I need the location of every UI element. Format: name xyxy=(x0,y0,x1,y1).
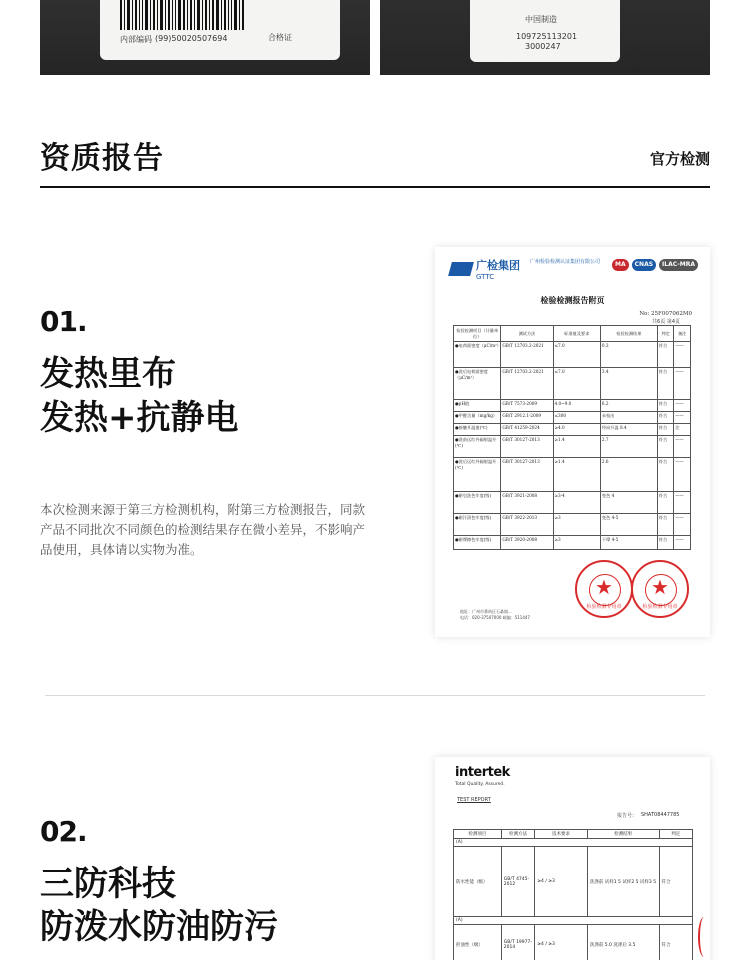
table-cell: ●洗前远红外辐射温升(℃) xyxy=(454,436,501,458)
table-cell: GB/T 3920-2008 xyxy=(501,536,553,550)
official-stamp-icon xyxy=(631,560,689,618)
cnas-badge: CNAS xyxy=(632,259,656,271)
table-cell: 符合 xyxy=(657,424,674,436)
gttc-header xyxy=(450,257,520,281)
hang-tag xyxy=(100,0,340,60)
report-number: No: 25F007062M0 xyxy=(639,311,692,317)
table-cell: GB/T 12703.2-2021 xyxy=(501,368,553,400)
table-cell: ≤300 xyxy=(553,412,600,424)
table-cell: ●洗后电荷面密度（μC/m²） xyxy=(454,368,501,400)
table-header: 技术要求 xyxy=(535,830,588,839)
intertek-logo: intertek xyxy=(455,765,510,780)
table-section-row xyxy=(454,839,693,847)
report-table xyxy=(453,325,691,550)
footer-line: 电话：020-37507000 邮编：511447 xyxy=(460,615,530,620)
table-cell: GB/T 30127-2013 xyxy=(501,458,553,492)
table-cell: ≥3-4 xyxy=(553,492,600,514)
table-cell: —— xyxy=(674,412,691,424)
cert-badges xyxy=(612,259,698,271)
section-title: 资质报告 xyxy=(40,141,164,176)
section-subtitle: 官方检测 xyxy=(649,150,710,168)
table-cell: 3.4 xyxy=(600,368,657,400)
table-cell: ≥3 xyxy=(553,514,600,536)
table-cell: ≥1.4 xyxy=(553,458,600,492)
origin-text: 中国制造 xyxy=(525,15,557,24)
section-rule xyxy=(40,186,710,188)
table-cell: ●电荷面密度（μC/m²） xyxy=(454,342,501,368)
table-cell: 符合 xyxy=(657,436,674,458)
table-row xyxy=(454,925,693,960)
tag-cert: 合格证 xyxy=(268,33,292,42)
table-cell: GB/T 41259-2024 xyxy=(501,424,553,436)
test-report-label: TEST REPORT xyxy=(457,797,491,803)
table-row xyxy=(454,368,691,400)
report-table xyxy=(453,829,693,960)
gttc-test-report xyxy=(435,247,710,637)
product-tag-photo-left xyxy=(40,0,370,75)
table-cell: ≥4 / ≥3 xyxy=(535,847,588,917)
table-cell: ≥1.4 xyxy=(553,436,600,458)
table-header: 判定 xyxy=(657,326,674,342)
table-row xyxy=(454,342,691,368)
block-heading-line2: 防泼水防油防污 xyxy=(40,907,278,947)
table-header: 检测项目 xyxy=(454,830,502,839)
report-number: SHAT08447785 xyxy=(641,812,680,818)
table-cell: 符合 xyxy=(657,342,674,368)
table-cell: 符合 xyxy=(657,536,674,550)
gttc-logo-icon xyxy=(448,262,474,276)
table-cell: —— xyxy=(674,342,691,368)
label-code-1: 109725113201 xyxy=(516,32,578,41)
care-label xyxy=(470,0,620,62)
stamp-star-icon: ★ xyxy=(651,575,669,599)
block-heading-line1: 三防科技 xyxy=(40,864,176,904)
intertek-tagline: Total Quality. Assured. xyxy=(455,782,505,787)
table-cell: —— xyxy=(674,368,691,400)
table-cell: GB/T 3921-2008 xyxy=(501,492,553,514)
table-cell: 符合 xyxy=(659,847,692,917)
table-cell: ≥3 xyxy=(553,536,600,550)
gttc-brand-cn: 广检集团 xyxy=(476,259,520,272)
table-cell: ≥4.0 xyxy=(553,424,600,436)
table-cell: 变色 4 xyxy=(600,492,657,514)
table-cell: ●耐摩擦色牢度(级) xyxy=(454,536,501,550)
table-cell: —— xyxy=(674,536,691,550)
stamp-star-icon: ★ xyxy=(595,575,613,599)
table-cell: 符合 xyxy=(657,368,674,400)
table-cell: GB/T 3922-2013 xyxy=(501,514,553,536)
table-cell: ●耐汗渍色牢度(级) xyxy=(454,514,501,536)
table-row xyxy=(454,514,691,536)
table-cell: ≥4 / ≥3 xyxy=(535,925,588,960)
block-heading-line1: 发热里布 xyxy=(40,354,176,394)
label-code-2: 3000247 xyxy=(525,42,561,51)
table-cell: 0.3 xyxy=(600,342,657,368)
gttc-org-name: 广州检验检测认证集团有限公司 xyxy=(530,259,601,265)
table-section: (A) xyxy=(454,839,693,847)
table-header: 检验检测结果 xyxy=(600,326,657,342)
table-cell: 经向升温 8.4 xyxy=(600,424,657,436)
table-cell: GB/T 4745-2012 xyxy=(501,847,534,917)
table-cell: 2.6 xyxy=(600,458,657,492)
barcode xyxy=(120,0,270,30)
table-header: 标准值及要求 xyxy=(553,326,600,342)
table-cell: 6.2 xyxy=(600,400,657,412)
block-number: 01. xyxy=(40,305,87,338)
table-row xyxy=(454,412,691,424)
table-cell: 拒油性（级） xyxy=(454,925,502,960)
report-footer xyxy=(460,609,530,621)
block-heading-line2: 发热+抗静电 xyxy=(40,398,239,438)
table-header: 测试方法 xyxy=(501,326,553,342)
table-cell: —— xyxy=(674,436,691,458)
table-header: 检测结果 xyxy=(587,830,659,839)
table-cell: GB/T 2912.1-2009 xyxy=(501,412,553,424)
table-row xyxy=(454,536,691,550)
table-cell: 符合 xyxy=(657,492,674,514)
product-tag-photo-right xyxy=(380,0,710,75)
stamp-text: 检验检测专用章 xyxy=(586,604,622,610)
table-cell: 符合 xyxy=(659,925,692,960)
table-cell: 符合 xyxy=(657,412,674,424)
table-cell: ≤7.0 xyxy=(553,342,600,368)
table-cell: —— xyxy=(674,400,691,412)
table-cell: 防水性能（级） xyxy=(454,847,502,917)
stamp-text: 检验检测专用章 xyxy=(642,604,678,610)
table-cell: 洗涤前 试样1 5 试样2 5 试样3 5 xyxy=(587,847,659,917)
block-number: 02. xyxy=(40,815,87,848)
cma-badge: MA xyxy=(612,259,629,271)
table-cell: GB/T 12703.2-2021 xyxy=(501,342,553,368)
block-description: 本次检测来源于第三方检测机构，附第三方检测报告，同款产品不同批次不同颜色的检测结果存在微小差异，不影响产品使用，具体请以实物为准。 xyxy=(40,502,366,557)
table-cell: 注 xyxy=(674,424,691,436)
table-header-row xyxy=(454,830,693,839)
table-cell: GB/T 30127-2013 xyxy=(501,436,553,458)
table-cell: ●接触升温值(℃) xyxy=(454,424,501,436)
table-cell: ≤7.0 xyxy=(553,368,600,400)
report-title: 检验检测报告附页 xyxy=(540,295,605,305)
table-cell: ●洗后远红外辐射温升(℃) xyxy=(454,458,501,492)
table-cell: —— xyxy=(674,492,691,514)
table-cell: ●甲醛含量（mg/kg） xyxy=(454,412,501,424)
tag-code-value: (99)50020507694 xyxy=(155,34,228,43)
table-cell: 洗涤前 5.0 洗涤后 3.5 xyxy=(587,925,659,960)
table-header: 判定 xyxy=(659,830,692,839)
table-section-row xyxy=(454,917,693,925)
stamp-edge-icon xyxy=(698,917,710,957)
table-cell: 符合 xyxy=(657,514,674,536)
table-row xyxy=(454,400,691,412)
table-row xyxy=(454,847,693,917)
table-cell: 干摩 4-5 xyxy=(600,536,657,550)
ilac-badge: ILAC-MRA xyxy=(659,259,698,271)
table-header-row xyxy=(454,326,691,342)
table-cell: 符合 xyxy=(657,458,674,492)
table-cell: ●pH值 xyxy=(454,400,501,412)
table-row xyxy=(454,424,691,436)
table-cell: 4.0~9.0 xyxy=(553,400,600,412)
table-cell: —— xyxy=(674,514,691,536)
table-cell: GB/T 7573-2009 xyxy=(501,400,553,412)
table-cell: GB/T 19977-2014 xyxy=(501,925,534,960)
gttc-brand-en: GTTC xyxy=(476,273,495,281)
table-cell: 2.7 xyxy=(600,436,657,458)
table-header: 备注 xyxy=(674,326,691,342)
table-cell: 变色 4-5 xyxy=(600,514,657,536)
official-stamp-icon xyxy=(575,560,633,618)
table-header: 检验检测项目（计量单位） xyxy=(454,326,501,342)
table-row xyxy=(454,458,691,492)
table-header: 检测方法 xyxy=(501,830,534,839)
block-divider xyxy=(45,695,705,696)
tag-code-label: 内部编码 xyxy=(120,35,152,44)
table-row xyxy=(454,492,691,514)
report-page: 共6页 第4页 xyxy=(652,319,680,325)
report-no-label: 报告号： xyxy=(617,813,638,819)
table-cell: —— xyxy=(674,458,691,492)
table-cell: 未检出 xyxy=(600,412,657,424)
table-row xyxy=(454,436,691,458)
table-cell: 符合 xyxy=(657,400,674,412)
table-section: (A) xyxy=(454,917,693,925)
footer-line: 地址：广州市番禺区石碁镇... xyxy=(460,609,512,614)
intertek-test-report xyxy=(435,757,710,960)
table-cell: ●耐皂洗色牢度(级) xyxy=(454,492,501,514)
